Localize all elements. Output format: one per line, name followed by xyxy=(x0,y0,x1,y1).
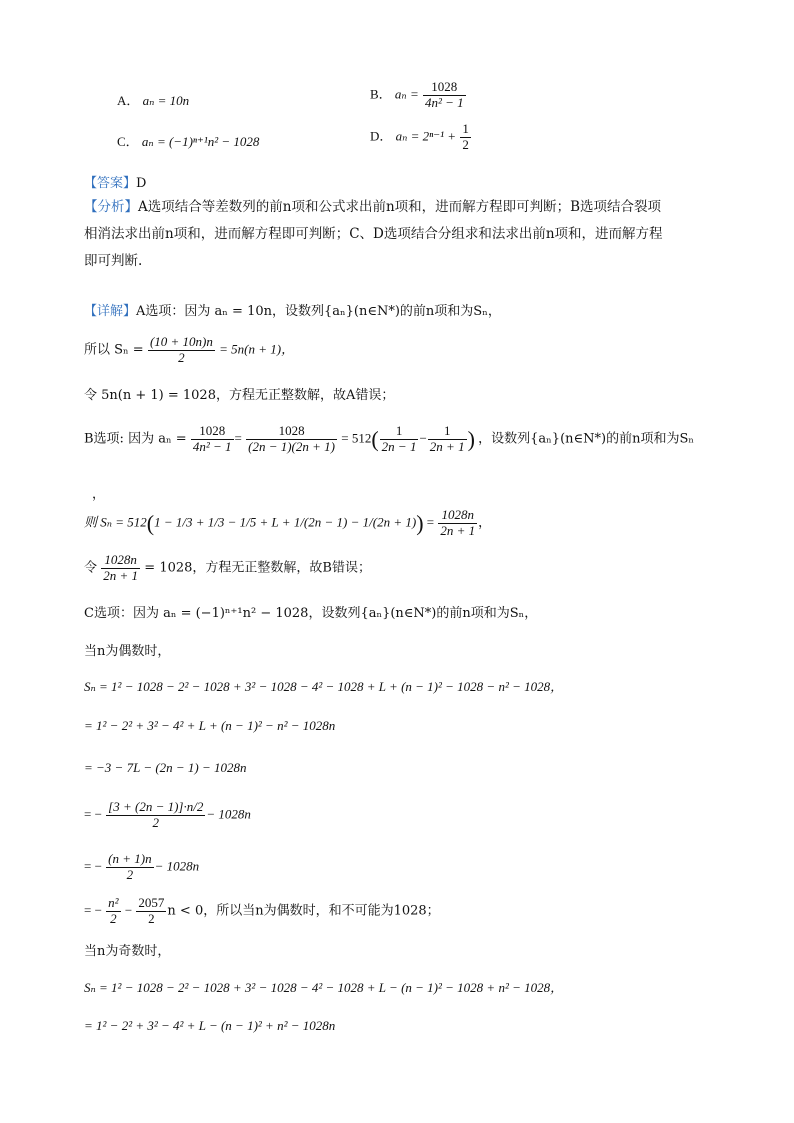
analysis-line-1: A选项结合等差数列的前n项和公式求出前n项和，进而解方程即可判断；B选项结合裂项 xyxy=(138,199,662,215)
detail-a-eq: 令 5n(n + 1) = 1028，方程无正整数解，故A错误； xyxy=(84,388,395,403)
detail-c-even-heading: 当n为偶数时， xyxy=(84,644,171,659)
option-b-lhs: aₙ = xyxy=(394,86,419,102)
analysis-line-2: 相消法求出前n项和，进而解方程即可判断；C、D选项结合分组求和法求出前n项和，进而解方程 xyxy=(84,226,663,242)
c-s4-fraction: $\frac{[3 + (2n - 1)]\cdot n/2}{2}$ xyxy=(108,799,204,830)
detail-c-odd-s2: = 1² − 2² + 3² − 4² + L − (n − 1)² + n² − 1028n xyxy=(84,1018,336,1033)
analysis-tag: 【分析】 xyxy=(84,199,138,215)
detail-b-intro: B选项: 因为 aₙ = $\frac{1028}{\text{4n² − 1}}$ = $\frac{1028}{(2n - 1)(2n + 1)}$ = 512( $\frac{1}{2n - 1}$ − $\frac{1}{2n + 1}$ ) ，设数列{aₙ}(n∈N*)的前n项和为Sₙ xyxy=(84,423,694,454)
detail-c-even-s3: = −3 − 7L − (2n − 1) − 1028n xyxy=(84,760,247,775)
detail-b-comma: ， xyxy=(92,487,106,502)
analysis-block xyxy=(84,194,724,275)
b-frac-3: $\frac{1}{2n - 1}$ xyxy=(381,423,417,454)
option-d-fraction: $\frac{1}{2}$ xyxy=(462,121,469,152)
option-d-lhs: aₙ = 2ⁿ⁻¹ + xyxy=(395,128,457,144)
option-b-fraction: $\frac{1028}{\text{4n² − 1}}$ xyxy=(424,79,464,110)
analysis-line-3: 即可判断. xyxy=(84,253,143,269)
answer-line xyxy=(84,172,146,191)
c-s5-fraction: $\frac{(n + 1)n}{2}$ xyxy=(108,851,152,882)
answer-tag: 【答案】 xyxy=(84,176,137,191)
b-frac-4: $\frac{1}{2n + 1}$ xyxy=(429,423,465,454)
option-a xyxy=(117,90,189,109)
detail-a-sum: 所以 Sₙ = $\frac{(10 + 10n)n}{2}$ = 5n(n + 1)， xyxy=(84,334,295,365)
option-a-label: A． xyxy=(117,93,140,108)
option-b xyxy=(370,80,467,111)
a-sum-fraction: $\frac{(10 + 10n)n}{2}$ xyxy=(149,334,213,365)
b-eq-fraction: $\frac{1028n}{2n + 1}$ xyxy=(103,552,139,583)
option-d xyxy=(370,122,472,153)
b-frac-2: $\frac{1028}{(2n - 1)(2n + 1)}$ xyxy=(248,423,335,454)
option-b-label: B． xyxy=(370,86,392,102)
detail-c-even-s2: = 1² − 2² + 3² − 4² + L + (n − 1)² − n² − 1028n xyxy=(84,718,336,733)
detail-tag: 【详解】 xyxy=(84,304,137,319)
detail-c-intro: C选项：因为 aₙ = (−1)ⁿ⁺¹n² − 1028，设数列{aₙ}(n∈N*)的前n项和为Sₙ， xyxy=(84,606,538,621)
detail-b-sum: 则 Sₙ = 512(1 − 1/3 + 1/3 − 1/5 + L + 1/(2n − 1) − 1/(2n + 1)) = $\frac{1028n}{2n + 1}$ ， xyxy=(84,507,492,538)
option-c-expr: aₙ = (−1)ⁿ⁺¹n² − 1028 xyxy=(141,134,260,149)
option-c-label: C． xyxy=(117,134,139,149)
b-sum-fraction: $\frac{1028n}{2n + 1}$ xyxy=(440,507,476,538)
option-a-expr: aₙ = 10n xyxy=(142,93,190,108)
detail-c-odd-s1: Sₙ = 1² − 1028 − 2² − 1028 + 3² − 1028 − 4² − 1028 + L − (n − 1)² − 1028 + n² − 1028， xyxy=(84,980,564,995)
detail-a-intro: 【详解】A选项：因为 aₙ = 10n，设数列{aₙ}(n∈N*)的前n项和为Sₙ， xyxy=(84,304,501,319)
detail-c-even-s1: Sₙ = 1² − 1028 − 2² − 1028 + 3² − 1028 − 4² − 1028 + L + (n − 1)² − 1028 − n² − 1028， xyxy=(84,679,564,694)
detail-c-even-s6: = − $\frac{\text{n²}}{2}$ − $\frac{2057}{2}$ n < 0，所以当n为偶数时，和不可能为1028； xyxy=(84,895,440,926)
option-d-label: D． xyxy=(370,128,393,144)
detail-b-eq: 令 $\frac{1028n}{2n + 1}$ = 1028，方程无正整数解，故B错误； xyxy=(84,552,371,583)
detail-c-even-s4: = − $\frac{[3 + (2n - 1)]\cdot n/2}{2}$ − 1028n xyxy=(84,799,251,830)
b-frac-1: $\frac{1028}{\text{4n² − 1}}$ xyxy=(192,423,232,454)
answer-value: D xyxy=(136,176,147,191)
c-s6-fraction-1: $\frac{\text{n²}}{2}$ xyxy=(108,895,119,926)
c-s6-fraction-2: $\frac{2057}{2}$ xyxy=(138,895,165,926)
detail-c-odd-heading: 当n为奇数时， xyxy=(84,944,171,959)
detail-c-even-s5: = − $\frac{(n + 1)n}{2}$ − 1028n xyxy=(84,851,200,882)
option-c xyxy=(117,131,259,150)
